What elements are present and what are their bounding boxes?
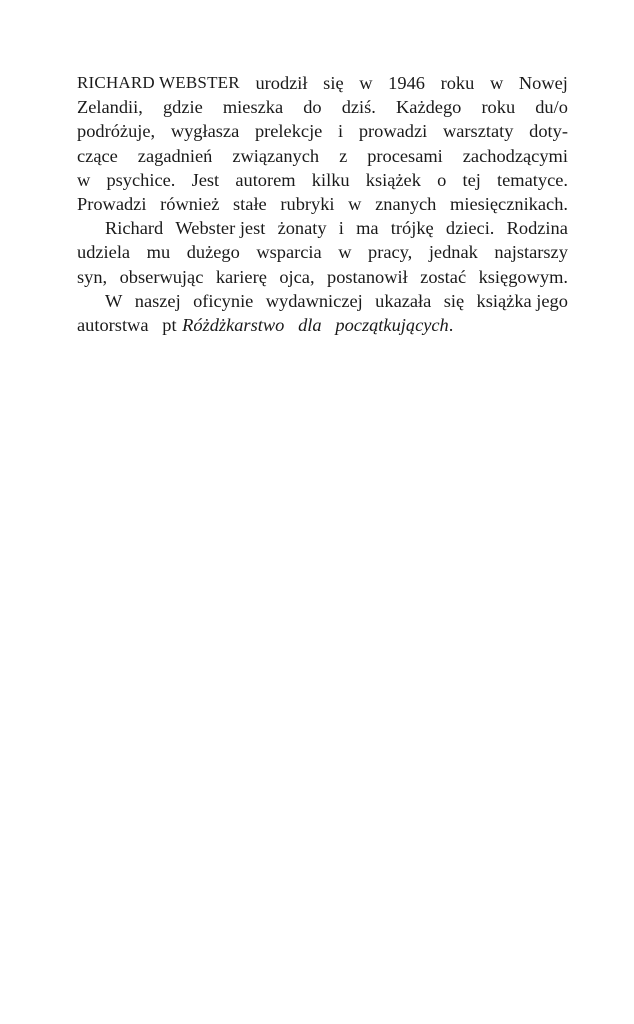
bio-word: prowadzi <box>358 121 428 142</box>
bio-word: czące <box>77 145 118 166</box>
bio-line <box>77 313 568 337</box>
bio-line <box>77 71 568 95</box>
bio-word: się <box>323 73 344 93</box>
bio-line <box>77 240 568 264</box>
bio-word: syn, <box>77 266 108 287</box>
bio-word: w <box>359 73 373 93</box>
bio-word: i <box>338 218 344 239</box>
bio-word: i <box>338 121 344 142</box>
bio-word: prelekcje <box>254 121 323 142</box>
bio-word: trójkę <box>390 218 434 239</box>
bio-word: rubryki <box>280 193 335 214</box>
bio-word: związanych <box>232 145 320 166</box>
bio-word: Nowej <box>518 73 568 93</box>
bio-word: Jest <box>191 169 220 190</box>
bio-word: Prowadzi <box>77 193 147 214</box>
bio-word: książek <box>365 169 421 190</box>
bio-line <box>77 192 568 216</box>
bio-word: ukazała <box>375 290 432 311</box>
bio-word: RICHARD WEBSTER <box>77 73 240 92</box>
bio-word: doty- <box>529 121 568 142</box>
bio-word: dużego <box>186 242 240 263</box>
bio-word: mu <box>146 242 171 263</box>
bio-word: się <box>443 290 465 311</box>
bio-line <box>77 265 568 289</box>
bio-word: karierę <box>215 266 267 287</box>
bio-word: pracy, <box>368 242 413 263</box>
bio-word: Zelandii, <box>77 97 143 118</box>
bio-line-prefix: autorstwa pt <box>77 314 177 335</box>
bio-word: urodził <box>255 73 308 93</box>
bio-word: księgowym. <box>478 266 568 287</box>
bio-word: wsparcia <box>256 242 322 263</box>
bio-line-suffix: . <box>448 314 454 335</box>
bio-word: stałe <box>233 193 267 214</box>
bio-paragraph-publication <box>77 289 568 337</box>
bio-line <box>77 95 568 119</box>
bio-word: Każdego <box>396 97 462 118</box>
bio-word: naszej <box>134 290 181 311</box>
bio-word: tej <box>462 169 481 190</box>
bio-word: w <box>338 242 352 263</box>
bio-word: ma <box>356 218 379 239</box>
bio-word: wygłasza <box>170 121 240 142</box>
bio-word: mieszka <box>222 97 284 118</box>
bio-word: obserwując <box>119 266 204 287</box>
bio-line <box>77 216 568 240</box>
bio-word: zostać <box>420 266 467 287</box>
bio-line <box>77 289 568 313</box>
bio-word: roku <box>481 97 516 118</box>
bio-word: kilku <box>311 169 350 190</box>
bio-word: w <box>489 73 504 93</box>
bio-word: udziela <box>77 242 131 263</box>
bio-word: postanowił <box>327 266 408 287</box>
bio-line <box>77 144 568 168</box>
bio-word: Richard <box>105 218 164 239</box>
bio-word: roku <box>440 73 475 93</box>
bio-word: zagadnień <box>137 145 213 166</box>
bio-line <box>77 119 568 143</box>
bio-word: du/o <box>535 97 568 118</box>
bio-word: również <box>160 193 220 214</box>
author-bio <box>77 71 568 337</box>
bio-paragraph-family <box>77 216 568 289</box>
bio-word: ojca, <box>279 266 315 287</box>
bio-word: dziś. <box>341 97 376 118</box>
bio-word: oficynie <box>193 290 254 311</box>
bio-word: dzieci. <box>445 218 495 239</box>
bio-word: tematyce. <box>497 169 568 190</box>
bio-word: podróżuje, <box>77 121 156 142</box>
bio-word: książka jego <box>476 290 568 311</box>
bio-word: 1946 <box>388 73 425 93</box>
bio-paragraph-birth <box>77 71 568 216</box>
bio-word: zachodzącymi <box>462 145 568 166</box>
book-title: Różdżkarstwo dla początkujących <box>182 314 449 335</box>
bio-word: W <box>105 290 123 311</box>
bio-word: najstarszy <box>494 242 568 263</box>
bio-word: w <box>77 169 91 190</box>
bio-word: wydawniczej <box>265 290 363 311</box>
bio-word: z <box>339 145 348 166</box>
bio-word: procesami <box>367 145 443 166</box>
bio-word: znanych <box>375 193 437 214</box>
bio-word: w <box>348 193 362 214</box>
bio-word: psychice. <box>106 169 176 190</box>
bio-word: żonaty <box>277 218 327 239</box>
bio-word: autorem <box>235 169 296 190</box>
bio-word: do <box>303 97 322 118</box>
bio-word: gdzie <box>162 97 203 118</box>
bio-word: miesięcznikach. <box>450 193 568 214</box>
bio-word: warsztaty <box>442 121 514 142</box>
bio-line <box>77 168 568 192</box>
bio-word: Webster jest <box>175 218 266 239</box>
bio-word: o <box>437 169 447 190</box>
bio-word: jednak <box>428 242 478 263</box>
bio-word: Rodzina <box>506 218 568 239</box>
